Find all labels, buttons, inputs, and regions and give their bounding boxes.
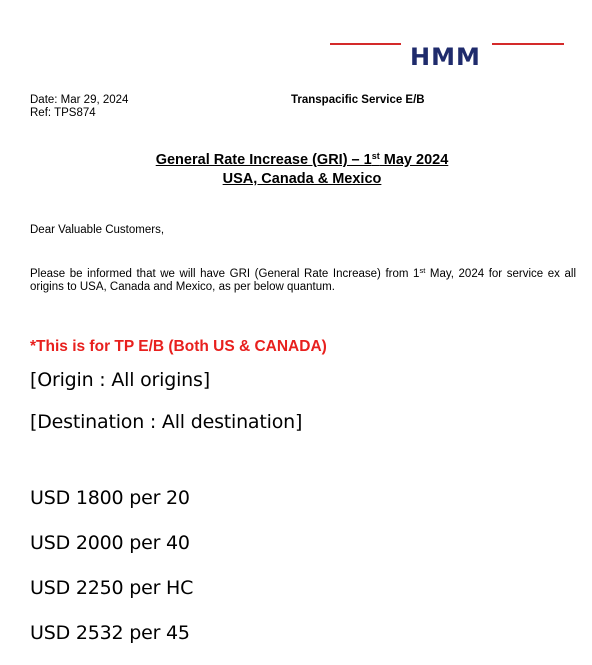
destination-line: [Destination : All destination] xyxy=(30,411,303,433)
date-line: Date: Mar 29, 2024 xyxy=(30,94,129,106)
ref-line: Ref: TPS874 xyxy=(30,107,96,119)
rate-line: USD 2250 per HC xyxy=(30,577,194,599)
body-paragraph xyxy=(30,268,576,294)
service-line: Transpacific Service E/B xyxy=(291,94,425,106)
body-part-1: Please be informed that we will have GRI (General Rate Increase) from 1 xyxy=(30,268,420,280)
scope-note: *This is for TP E/B (Both US & CANADA) xyxy=(30,338,327,355)
origin-line: [Origin : All origins] xyxy=(30,369,210,391)
logo-right-rule xyxy=(492,43,564,45)
title-line-1-suffix: May 2024 xyxy=(379,152,449,168)
body-sup: st xyxy=(419,266,426,275)
title-line-2: USA, Canada & Mexico xyxy=(222,171,382,187)
logo-left-rule xyxy=(330,43,401,45)
rate-line: USD 1800 per 20 xyxy=(30,487,190,509)
title-line-1 xyxy=(0,151,592,169)
rate-line: USD 2532 per 45 xyxy=(30,622,190,644)
title-line-1-sup: st xyxy=(371,151,380,161)
greeting: Dear Valuable Customers, xyxy=(30,224,165,236)
body-part-2: May, 2024 for service ex all origins to USA, Canada and Mexico, as per below quantum. xyxy=(30,268,576,293)
rate-line: USD 2000 per 40 xyxy=(30,532,190,554)
title-line-1-prefix: General Rate Increase (GRI) – 1 xyxy=(155,152,372,168)
hmm-logo: HMM xyxy=(410,43,481,71)
